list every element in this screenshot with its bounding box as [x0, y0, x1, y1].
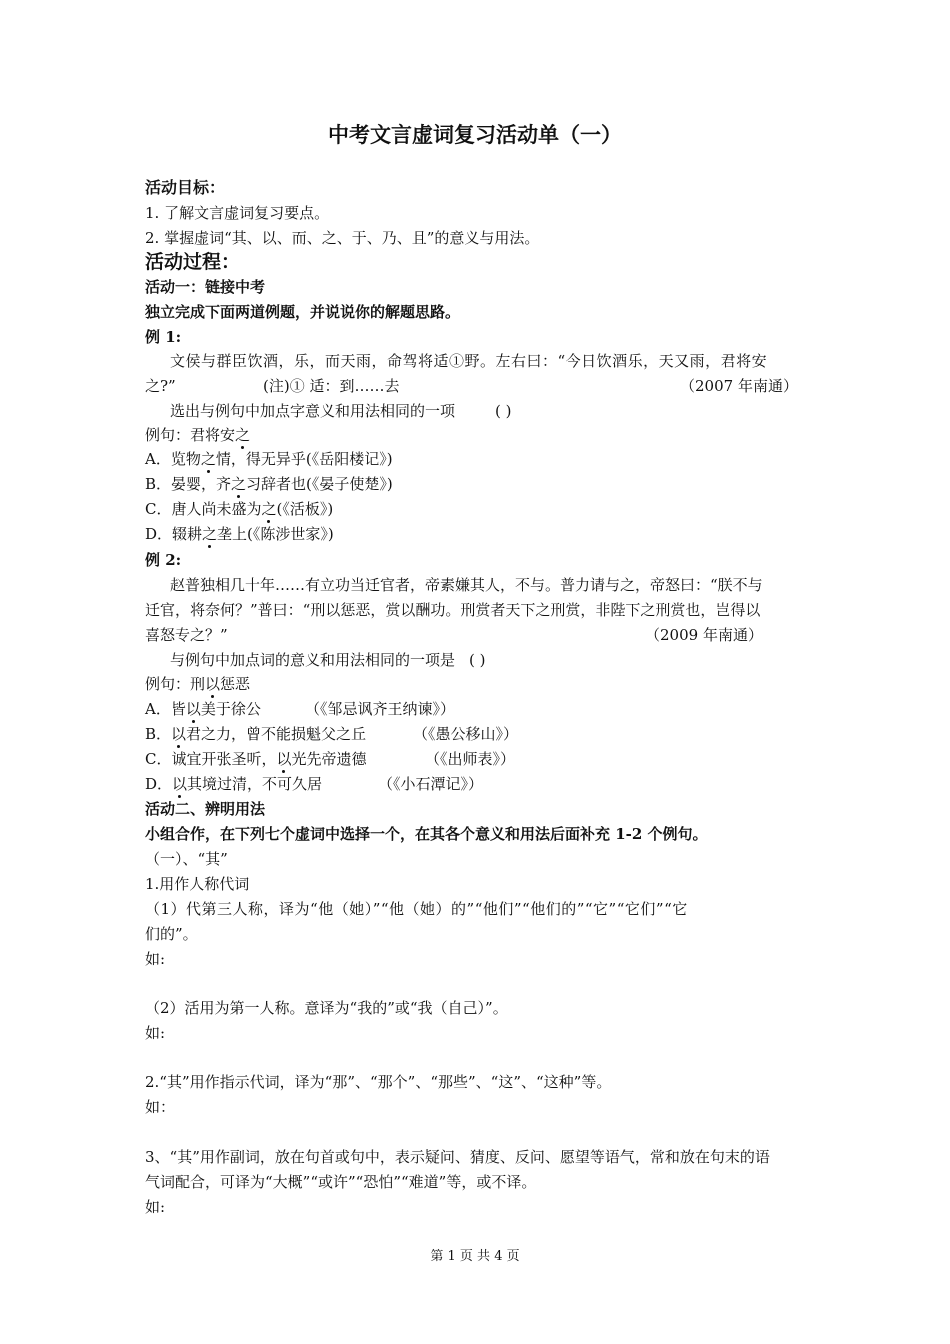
- emphasis-dot-char: 以: [171, 725, 187, 743]
- usage-item-3: 3、“其”用作副词，放在句首或句中，表示疑问、猜度、反问、愿望等语气，常和放在句末的语: [145, 1148, 770, 1166]
- usage-item-2: 2.“其”用作指示代词，译为“那”、“那个”、“那些”、“这”、“这种”等。: [145, 1073, 612, 1091]
- goal-item: 1. 了解文言虚词复习要点。: [145, 204, 330, 222]
- example-placeholder: 如:: [145, 1024, 166, 1042]
- answer-blank: ( ): [495, 402, 512, 420]
- example1-passage-cont: 之?”: [145, 377, 176, 395]
- example-placeholder: 如:: [145, 950, 166, 968]
- emphasis-dot-char: 之: [231, 475, 247, 493]
- emphasis-dot-char: 之: [202, 525, 218, 543]
- example1-label: 例 1:: [145, 328, 182, 346]
- option-d-source: （《小石潭记》）: [378, 775, 484, 793]
- usage-item-1: 1.用作人称代词: [145, 875, 250, 893]
- emphasis-dot-char: 之: [235, 426, 251, 444]
- option-d: D．以其境过清，不可久居: [145, 775, 323, 793]
- goal-item: 2. 掌握虚词“其、以、而、之、于、乃、且”的意义与用法。: [145, 229, 540, 247]
- answer-blank: ( ): [469, 651, 486, 669]
- example2-source: （2009 年南通）: [645, 626, 763, 644]
- activity2-instruction: 小组合作，在下列七个虚词中选择一个，在其各个意义和用法后面补充 1-2 个例句。: [145, 825, 708, 843]
- example-placeholder: 如:: [145, 1198, 166, 1216]
- page-title: 中考文言虚词复习活动单（一）: [328, 122, 622, 147]
- process-heading: 活动过程：: [145, 251, 241, 273]
- example1-passage: 文侯与群臣饮酒，乐，而天雨，命驾将适①野。左右曰：“今日饮酒乐，天又雨，君将安: [170, 352, 768, 370]
- example1-note: (注)① 适：到……去: [263, 377, 400, 395]
- activity1-heading: 活动一：链接中考: [145, 278, 266, 296]
- example2-passage-end: 喜怒专之？”: [145, 626, 228, 644]
- question-text: 与例句中加点词的意义和用法相同的一项是: [170, 651, 456, 669]
- option-c: C．唐人尚未盛为之(《活板》): [145, 500, 334, 518]
- example-placeholder: 如：: [145, 1098, 176, 1116]
- page-footer: 第 1 页 共 4 页: [430, 1249, 520, 1264]
- example2-passage: 赵普独相几十年……有立功当迁官者，帝素嫌其人，不与。普力请与之，帝怒曰：“朕不与: [170, 576, 763, 594]
- usage-item-1-1: （1）代第三人称，译为“他（她）”“他（她）的”“他们”“他们的”“它”“它们”“它: [145, 900, 688, 918]
- example2-sentence: 例句：刑以惩恶: [145, 675, 251, 693]
- emphasis-dot-char: 之: [200, 450, 216, 468]
- activity1-instruction: 独立完成下面两道例题，并说说你的解题思路。: [145, 303, 461, 321]
- example2-passage-cont: 迁官，将奈何？”普曰：“刑以惩恶，赏以酬功。刑赏者天下之刑赏，非陛下之刑赏也，岂得以: [145, 601, 761, 619]
- option-c: C．诚宜开张圣听，以光先帝遗德: [145, 750, 367, 768]
- option-a: A．皆以美于徐公: [145, 700, 261, 718]
- usage-item-1-1-cont: 们的”。: [145, 925, 198, 943]
- option-d: D．辍耕之垄上(《陈涉世家》): [145, 525, 334, 543]
- usage-item-3-cont: 气词配合，可译为“大概”“或许”“恐怕”“难道”等，或不译。: [145, 1173, 537, 1191]
- emphasis-dot-char: 以: [172, 775, 188, 793]
- question-text: 选出与例句中加点字意义和用法相同的一项: [170, 402, 456, 420]
- activity2-heading: 活动二、辨明用法: [145, 800, 266, 818]
- usage-item-1-2: （2）活用为第一人称。意译为“我的”或“我（自己）”。: [145, 999, 508, 1017]
- example1-source: （2007 年南通）: [680, 377, 798, 395]
- emphasis-dot-char: 以: [276, 750, 292, 768]
- example2-label: 例 2:: [145, 551, 182, 569]
- option-a-source: （《邹忌讽齐王纳谏》）: [305, 700, 456, 718]
- emphasis-dot-char: 以: [205, 675, 221, 693]
- option-b: B．以君之力，曾不能损魁父之丘: [145, 725, 367, 743]
- emphasis-dot-char: 以: [185, 700, 201, 718]
- option-c-source: （《出师表》）: [425, 750, 516, 768]
- option-a: A．览物之情，得无异乎(《岳阳楼记》): [145, 450, 393, 468]
- option-b-source: （《愚公移山》）: [413, 725, 519, 743]
- example1-sentence: 例句：君将安之: [145, 426, 251, 444]
- option-b: B．晏婴，齐之习辞者也(《晏子使楚》): [145, 475, 393, 493]
- section-heading-qi: （一）、“其”: [145, 850, 228, 868]
- example2-question: [170, 650, 810, 670]
- example1-question: [170, 401, 810, 421]
- goals-heading: 活动目标：: [145, 178, 226, 197]
- emphasis-dot-char: 之: [261, 500, 277, 518]
